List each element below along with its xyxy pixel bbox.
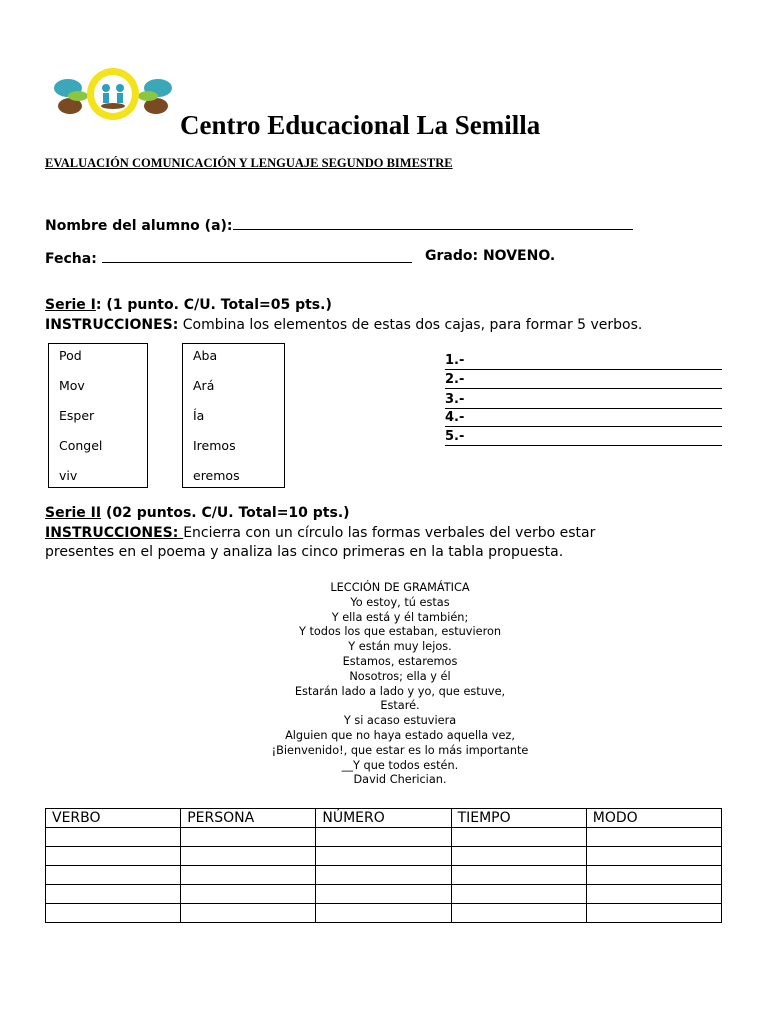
serie1-title: Serie I	[45, 297, 96, 313]
answer-line-1[interactable]: 1.-	[445, 354, 722, 370]
grade-value: NOVENO.	[482, 248, 556, 264]
box1-item: Esper	[59, 408, 95, 423]
table-cell[interactable]	[451, 904, 586, 923]
answer-line-5[interactable]: 5.-	[445, 430, 722, 446]
serie2-instr-text: Encierra con un círculo las formas verbales del verbo estar	[183, 525, 596, 541]
poem-line: Yo estoy, tú estas	[350, 595, 450, 609]
box1-item: Congel	[59, 438, 103, 453]
table-cell[interactable]	[586, 904, 721, 923]
table-cell[interactable]	[451, 866, 586, 885]
serie1-heading	[45, 297, 332, 313]
poem-line: Y están muy lejos.	[348, 640, 452, 654]
poem-line: Alguien que no haya estado aquella vez,	[285, 728, 515, 742]
school-logo	[48, 66, 178, 122]
table-cell[interactable]	[46, 866, 181, 885]
table-header-row	[46, 809, 722, 828]
table-cell[interactable]	[46, 885, 181, 904]
box2-item: Ará	[193, 378, 215, 393]
table-cell[interactable]	[316, 847, 451, 866]
poem	[240, 581, 560, 788]
box1-item: Mov	[59, 378, 85, 393]
poem-line: Y todos los que estaban, estuvieron	[298, 625, 502, 639]
box1-item: Pod	[59, 348, 82, 363]
serie2-title: Serie II	[45, 505, 102, 521]
serie2-instr-label: INSTRUCCIONES:	[45, 525, 184, 541]
poem-line: Y ella está y él también;	[331, 610, 469, 624]
name-label: Nombre del alumno (a):	[45, 218, 233, 234]
table-cell[interactable]	[586, 847, 721, 866]
poem-line: Y si acaso estuviera	[343, 714, 457, 728]
table-cell[interactable]	[451, 847, 586, 866]
table-cell[interactable]	[181, 828, 316, 847]
header-modo: MODO	[586, 809, 721, 828]
table-row	[46, 885, 722, 904]
serie1-points: : (1 punto. C/U. Total=05 pts.)	[95, 297, 332, 313]
table-cell[interactable]	[316, 885, 451, 904]
name-line[interactable]	[233, 217, 633, 230]
poem-line: Estamos, estaremos	[342, 654, 458, 668]
answer-line-2[interactable]: 2.-	[445, 373, 722, 389]
poem-author: David Cherician.	[353, 773, 447, 787]
serie2-instructions	[45, 525, 595, 541]
box2-item: Aba	[193, 348, 218, 363]
table-row	[46, 866, 722, 885]
table-cell[interactable]	[451, 885, 586, 904]
table-cell[interactable]	[46, 904, 181, 923]
poem-title: LECCIÓN DE GRAMÁTICA	[330, 581, 470, 594]
table-cell[interactable]	[451, 828, 586, 847]
table-row	[46, 847, 722, 866]
student-name-field[interactable]	[45, 215, 633, 234]
school-name: Centro Educacional La Semilla	[180, 110, 541, 140]
serie1-instr-text: Combina los elementos de estas dos cajas, para formar 5 verbos.	[178, 317, 643, 333]
date-line[interactable]	[102, 250, 412, 263]
table-cell[interactable]	[586, 866, 721, 885]
date-label: Fecha:	[45, 251, 97, 267]
header-persona: PERSONA	[181, 809, 316, 828]
serie1-instructions	[45, 317, 642, 333]
table-cell[interactable]	[586, 885, 721, 904]
table-cell[interactable]	[46, 828, 181, 847]
table-row	[46, 828, 722, 847]
poem-line: __Y que todos estén.	[341, 758, 459, 772]
table-cell[interactable]	[316, 828, 451, 847]
table-cell[interactable]	[586, 828, 721, 847]
poem-line: Nosotros; ella y él	[349, 669, 451, 683]
box1-item: viv	[59, 468, 78, 483]
header-numero: NÚMERO	[316, 809, 451, 828]
box2-item: Ía	[193, 408, 205, 423]
poem-line: Estarán lado a lado y yo, que estuve,	[294, 684, 506, 698]
answer-line-4[interactable]: 4.-	[445, 411, 722, 427]
serie1-instr-label: INSTRUCCIONES:	[45, 317, 179, 333]
serie2-instructions-cont: presentes en el poema y analiza las cinco primeras en la tabla propuesta.	[45, 544, 564, 560]
serie2-points: (02 puntos. C/U. Total=10 pts.)	[101, 505, 350, 521]
verb-analysis-table	[45, 808, 722, 923]
table-cell[interactable]	[181, 904, 316, 923]
table-row	[46, 904, 722, 923]
grade	[425, 248, 555, 264]
poem-line: Estaré.	[380, 699, 420, 713]
box2-item: Iremos	[193, 438, 236, 453]
header-verbo: VERBO	[46, 809, 181, 828]
box2-item: eremos	[193, 468, 240, 483]
table-cell[interactable]	[181, 847, 316, 866]
grade-label: Grado:	[425, 248, 479, 264]
serie2-heading	[45, 505, 350, 521]
syllable-box-1	[48, 343, 148, 488]
exam-subtitle: EVALUACIÓN COMUNICACIÓN Y LENGUAJE SEGUNDO BIMESTRE	[45, 156, 453, 170]
date-field[interactable]	[45, 248, 412, 267]
table-cell[interactable]	[46, 847, 181, 866]
table-cell[interactable]	[181, 885, 316, 904]
table-cell[interactable]	[181, 866, 316, 885]
header-tiempo: TIEMPO	[451, 809, 586, 828]
table-cell[interactable]	[316, 866, 451, 885]
poem-line: ¡Bienvenido!, que estar es lo más importante	[271, 743, 529, 757]
answer-line-3[interactable]: 3.-	[445, 393, 722, 409]
syllable-box-2	[182, 343, 285, 488]
table-cell[interactable]	[316, 904, 451, 923]
